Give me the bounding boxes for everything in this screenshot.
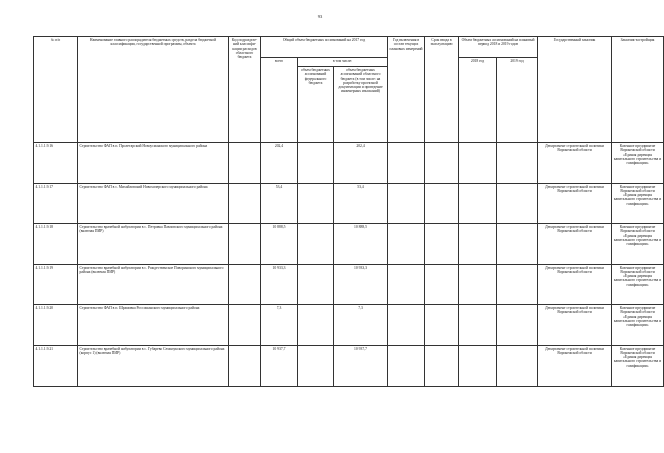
header-developer: Заказчик-застройщик [612,37,664,143]
row-federal [298,224,334,265]
row-2018 [459,224,497,265]
row-name: Строительство врачебной амбулатории в с. Петровка Павловского муниципального района (включая ПИР) [78,224,229,265]
row-developer: Казенное предприятие Воронежской области «Единая дирекция капитального строительства и газификации» [612,224,664,265]
row-customer: Департамент строительной политики Воронежской области [538,345,612,386]
row-code [229,345,261,386]
table-row [34,264,664,305]
row-name: Строительство ФАП в п. Пролетарский Новоусманского муниципального района [78,143,229,184]
row-year-start [388,305,425,346]
header-customer: Государственный заказчик [538,37,612,143]
row-federal [298,305,334,346]
header-including: в том числе: [298,58,388,67]
table-row [34,345,664,386]
row-year-start [388,345,425,386]
row-code [229,224,261,265]
row-2019 [497,305,538,346]
row-code [229,183,261,224]
row-code [229,264,261,305]
header-2019: 2019 год [497,58,538,143]
row-name: Строительство врачебной амбулатории в с. Губарево Семилукского муниципального района (корпус 1) (включая ПИР) [78,345,229,386]
header-total: всего [261,58,298,143]
row-customer: Департамент строительной политики Воронежской области [538,264,612,305]
row-2019 [497,264,538,305]
row-regional: 202,4 [334,143,388,184]
row-name: Строительство ФАП в с. Михайловский Новохоперского муниципального района [78,183,229,224]
row-developer: Казенное предприятие Воронежской области «Единая дирекция капитального строительства и газификации» [612,143,664,184]
row-total: 202,4 [261,143,298,184]
table-row [34,305,664,346]
row-federal [298,264,334,305]
row-federal [298,345,334,386]
row-2019 [497,183,538,224]
row-customer: Департамент строительной политики Воронежской области [538,224,612,265]
row-regional: 53,4 [334,183,388,224]
header-year-start: Год включения в состав текущих плановых измерений [388,37,425,143]
row-year-start [388,183,425,224]
row-total: 53,4 [261,183,298,224]
row-num: 4.1.1.1.9.21 [34,345,78,386]
row-num: 4.1.1.1.9.18 [34,224,78,265]
row-developer: Казенное предприятие Воронежской области «Единая дирекция капитального строительства и газификации» [612,305,664,346]
row-deadline [425,143,459,184]
row-deadline [425,224,459,265]
row-2018 [459,345,497,386]
row-code [229,305,261,346]
row-name: Строительство врачебной амбулатории в с. Рождественское Поворинского муниципального района (включая ПИР) [78,264,229,305]
header-regional: объем бюджетных ассигнований областного бюджета (в том числе: на разработку проектной документации и проведение инженерных изысканий) [334,67,388,143]
header-num: № п/п [34,37,78,143]
header-federal: объем бюджетных ассигнований федерального бюджета [298,67,334,143]
row-2019 [497,224,538,265]
row-customer: Департамент строительной политики Воронежской области [538,305,612,346]
row-developer: Казенное предприятие Воронежской области «Единая дирекция капитального строительства и газификации» [612,264,664,305]
row-2019 [497,345,538,386]
row-year-start [388,143,425,184]
row-deadline [425,183,459,224]
header-deadline: Срок ввода в эксплуатацию [425,37,459,143]
row-code [229,143,261,184]
page-number: 93 [317,14,323,19]
row-2019 [497,143,538,184]
header-name: Наименование главного распорядителя бюджетных средств, раздела бюджетной классификации, государственной программы, объекта [78,37,229,143]
row-developer: Казенное предприятие Воронежской области «Единая дирекция капитального строительства и газификации» [612,183,664,224]
row-total: 10 933,3 [261,264,298,305]
row-2018 [459,305,497,346]
row-regional: 10 937,7 [334,345,388,386]
row-year-start [388,264,425,305]
table-row [34,224,664,265]
row-name: Строительство ФАП в п. Шрамовка Россошанского муниципального района [78,305,229,346]
row-2018 [459,183,497,224]
table-row [34,183,664,224]
row-customer: Департамент строительной политики Воронежской области [538,143,612,184]
row-deadline [425,264,459,305]
header-planned: Объем бюджетных ассигнований на плановый период 2018 и 2019 годов [459,37,538,58]
header-2018: 2018 год [459,58,497,143]
row-total: 7,3 [261,305,298,346]
row-regional: 10 933,3 [334,264,388,305]
row-num: 4.1.1.1.9.19 [34,264,78,305]
row-num: 4.1.1.1.9.17 [34,183,78,224]
header-code: Код подразделе-ний классифи-кации расходов областного бюджета [229,37,261,143]
row-deadline [425,305,459,346]
row-federal [298,143,334,184]
row-year-start [388,224,425,265]
row-regional: 10 888,5 [334,224,388,265]
row-customer: Департамент строительной политики Воронежской области [538,183,612,224]
row-regional: 7,3 [334,305,388,346]
row-num: 4.1.1.1.9.16 [34,143,78,184]
row-2018 [459,143,497,184]
row-2018 [459,264,497,305]
row-federal [298,183,334,224]
row-developer: Казенное предприятие Воронежской области «Единая дирекция капитального строительства и газификации» [612,345,664,386]
row-total: 10 888,5 [261,224,298,265]
table-row [34,143,664,184]
row-total: 10 937,7 [261,345,298,386]
row-deadline [425,345,459,386]
header-volume: Общий объем бюджетных ассигнований на 2017 год [261,37,388,58]
budget-table [33,36,664,387]
row-num: 4.1.1.1.9.20 [34,305,78,346]
